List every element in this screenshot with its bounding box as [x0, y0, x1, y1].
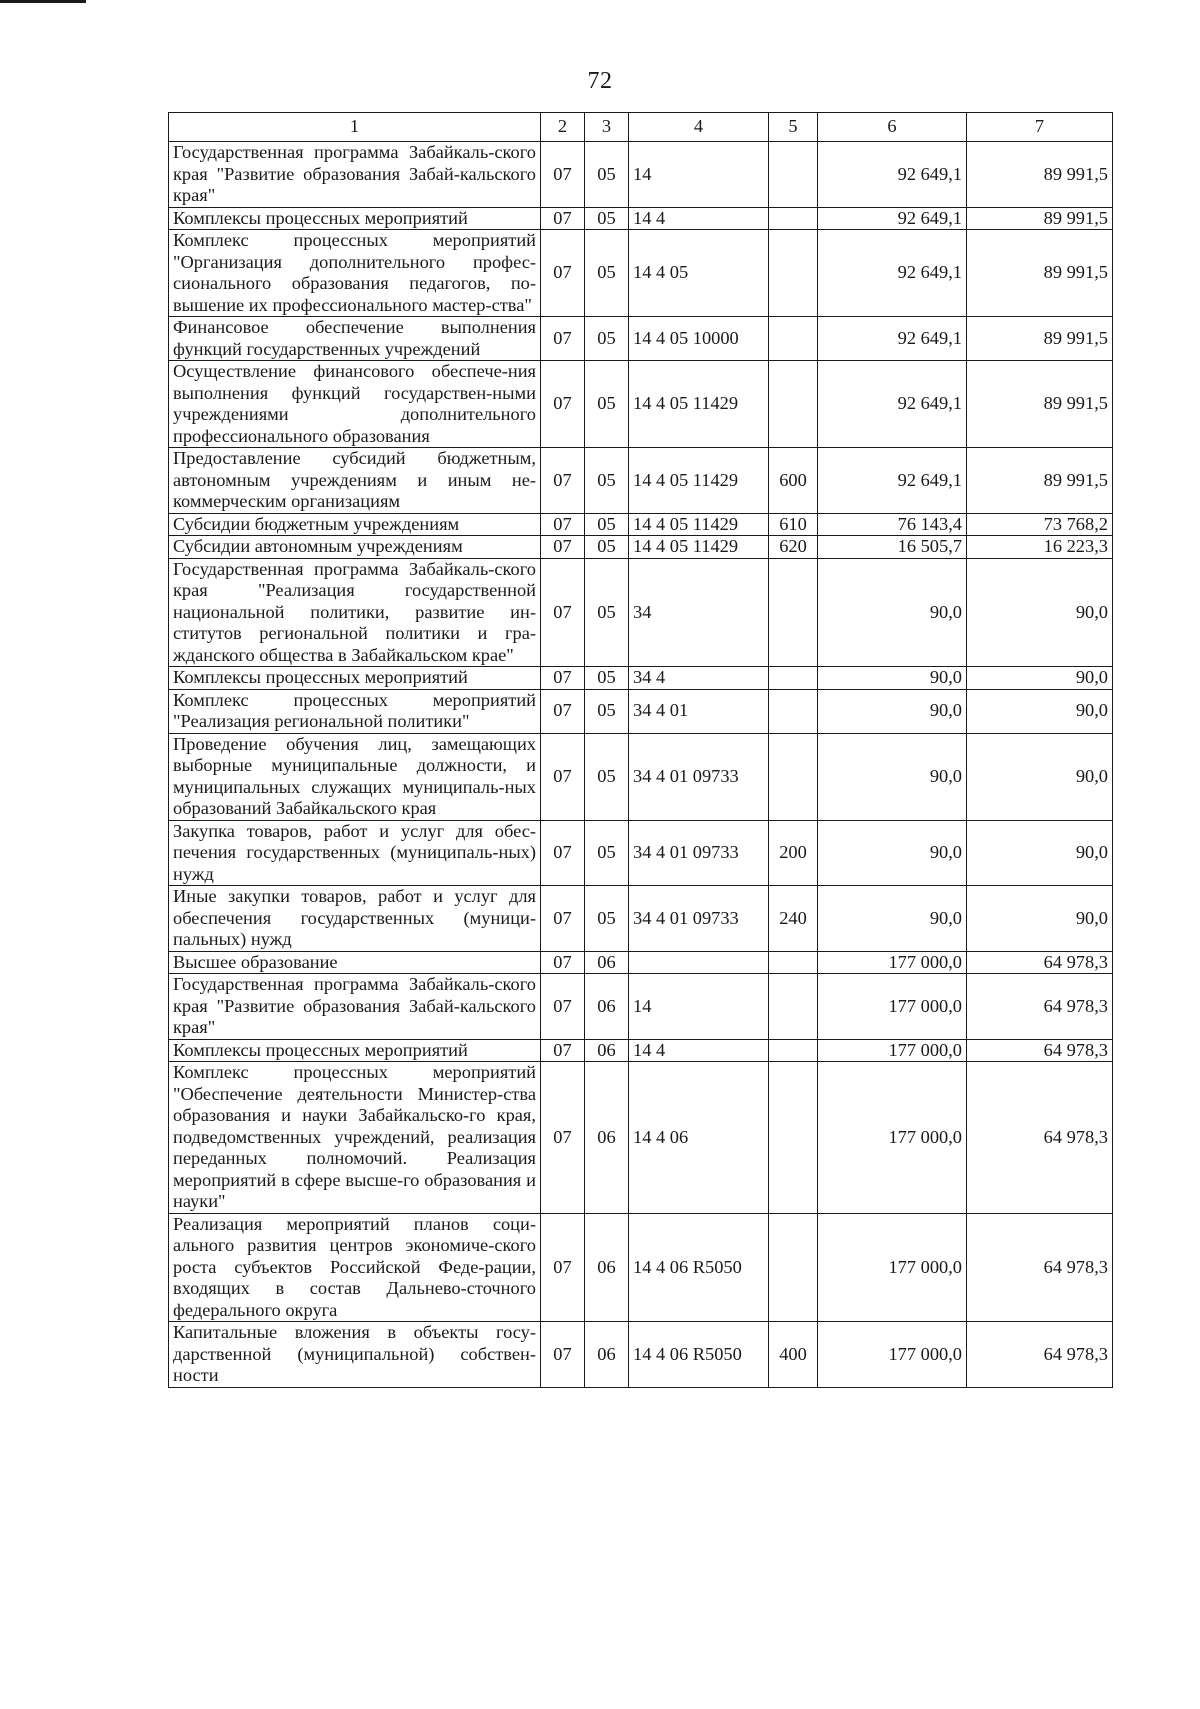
row-expense-type-code [769, 207, 818, 230]
row-name: Субсидии автономным учреждениям [169, 536, 541, 559]
row-amount-year-1: 76 143,4 [818, 513, 967, 536]
row-target-code: 14 4 [629, 1039, 769, 1062]
row-amount-year-2: 16 223,3 [967, 536, 1113, 559]
row-amount-year-1: 92 649,1 [818, 230, 967, 317]
row-target-code: 14 4 06 R5050 [629, 1213, 769, 1322]
row-subsection-code: 06 [585, 951, 629, 974]
row-expense-type-code [769, 974, 818, 1040]
table-row [169, 951, 1113, 974]
row-subsection-code: 05 [585, 886, 629, 952]
row-amount-year-2: 89 991,5 [967, 207, 1113, 230]
table-row [169, 1039, 1113, 1062]
row-amount-year-2: 89 991,5 [967, 317, 1113, 361]
table-row [169, 733, 1113, 820]
row-expense-type-code: 200 [769, 820, 818, 886]
row-expense-type-code [769, 667, 818, 690]
header-col-3: 3 [585, 113, 629, 142]
row-subsection-code: 05 [585, 448, 629, 514]
row-amount-year-1: 92 649,1 [818, 361, 967, 448]
row-amount-year-1: 177 000,0 [818, 1213, 967, 1322]
row-expense-type-code [769, 361, 818, 448]
row-amount-year-1: 177 000,0 [818, 974, 967, 1040]
row-target-code: 14 [629, 974, 769, 1040]
row-name: Государственная программа Забайкаль-ского края "Развитие образования Забай-кальского края" [169, 974, 541, 1040]
row-amount-year-2: 90,0 [967, 820, 1113, 886]
row-section-code: 07 [541, 951, 585, 974]
row-expense-type-code [769, 317, 818, 361]
row-subsection-code: 06 [585, 1322, 629, 1388]
row-target-code: 14 4 06 [629, 1062, 769, 1214]
table-row [169, 820, 1113, 886]
row-amount-year-2: 90,0 [967, 689, 1113, 733]
row-target-code: 34 4 01 09733 [629, 820, 769, 886]
row-amount-year-2: 73 768,2 [967, 513, 1113, 536]
row-section-code: 07 [541, 558, 585, 667]
row-amount-year-1: 92 649,1 [818, 142, 967, 208]
table-row [169, 207, 1113, 230]
row-amount-year-2: 64 978,3 [967, 1039, 1113, 1062]
header-row [169, 113, 1113, 142]
row-expense-type-code [769, 733, 818, 820]
row-target-code: 14 4 05 [629, 230, 769, 317]
row-amount-year-2: 64 978,3 [967, 1322, 1113, 1388]
row-subsection-code: 05 [585, 689, 629, 733]
table-row [169, 513, 1113, 536]
table-body [169, 142, 1113, 1388]
row-name: Субсидии бюджетным учреждениям [169, 513, 541, 536]
row-amount-year-2: 89 991,5 [967, 230, 1113, 317]
table-row [169, 536, 1113, 559]
row-name: Государственная программа Забайкаль-ского края "Развитие образования Забай-кальского края" [169, 142, 541, 208]
page-number: 72 [587, 68, 613, 94]
row-amount-year-2: 64 978,3 [967, 1062, 1113, 1214]
row-subsection-code: 05 [585, 317, 629, 361]
row-section-code: 07 [541, 317, 585, 361]
row-amount-year-2: 64 978,3 [967, 974, 1113, 1040]
row-subsection-code: 05 [585, 361, 629, 448]
table-row [169, 886, 1113, 952]
row-name: Проведение обучения лиц, замещающих выборные муниципальные должности, и муниципальных служащих муниципаль-ных образований Забайкальского края [169, 733, 541, 820]
row-expense-type-code: 240 [769, 886, 818, 952]
row-amount-year-2: 90,0 [967, 733, 1113, 820]
row-subsection-code: 06 [585, 974, 629, 1040]
row-expense-type-code [769, 951, 818, 974]
header-col-4: 4 [629, 113, 769, 142]
row-target-code: 34 [629, 558, 769, 667]
row-section-code: 07 [541, 142, 585, 208]
row-name: Комплекс процессных мероприятий "Реализация региональной политики" [169, 689, 541, 733]
header-col-2: 2 [541, 113, 585, 142]
row-amount-year-1: 90,0 [818, 667, 967, 690]
table-row [169, 1062, 1113, 1214]
table-row [169, 1322, 1113, 1388]
row-section-code: 07 [541, 1062, 585, 1214]
table-row [169, 1213, 1113, 1322]
row-subsection-code: 05 [585, 142, 629, 208]
row-section-code: 07 [541, 207, 585, 230]
row-amount-year-2: 89 991,5 [967, 361, 1113, 448]
table-row [169, 317, 1113, 361]
row-name: Высшее образование [169, 951, 541, 974]
row-section-code: 07 [541, 733, 585, 820]
row-amount-year-2: 90,0 [967, 558, 1113, 667]
row-amount-year-1: 92 649,1 [818, 207, 967, 230]
row-amount-year-1: 92 649,1 [818, 317, 967, 361]
row-expense-type-code [769, 689, 818, 733]
table-row [169, 974, 1113, 1040]
row-name: Комплексы процессных мероприятий [169, 667, 541, 690]
row-section-code: 07 [541, 1039, 585, 1062]
row-section-code: 07 [541, 974, 585, 1040]
row-amount-year-1: 92 649,1 [818, 448, 967, 514]
header-col-6: 6 [818, 113, 967, 142]
row-expense-type-code [769, 1039, 818, 1062]
row-target-code: 14 4 05 11429 [629, 536, 769, 559]
table-row [169, 667, 1113, 690]
row-amount-year-1: 177 000,0 [818, 1039, 967, 1062]
row-amount-year-1: 177 000,0 [818, 951, 967, 974]
row-amount-year-1: 90,0 [818, 558, 967, 667]
row-section-code: 07 [541, 820, 585, 886]
row-subsection-code: 05 [585, 733, 629, 820]
row-name: Комплексы процессных мероприятий [169, 207, 541, 230]
row-amount-year-2: 90,0 [967, 886, 1113, 952]
row-target-code: 14 4 05 11429 [629, 513, 769, 536]
row-target-code: 34 4 [629, 667, 769, 690]
row-amount-year-1: 16 505,7 [818, 536, 967, 559]
table-row [169, 558, 1113, 667]
row-subsection-code: 05 [585, 558, 629, 667]
table-row [169, 448, 1113, 514]
row-section-code: 07 [541, 667, 585, 690]
budget-table [168, 112, 1113, 1388]
row-subsection-code: 05 [585, 667, 629, 690]
row-target-code: 14 4 05 11429 [629, 448, 769, 514]
table-row [169, 230, 1113, 317]
row-expense-type-code: 600 [769, 448, 818, 514]
row-name: Комплекс процессных мероприятий "Обеспечение деятельности Министер-ства образования и науки Забайкальско-го края, подведомственных учреждений, реализация переданных полномочий. Реализация мероприятий в сфере высше-го образования и науки" [169, 1062, 541, 1214]
row-expense-type-code [769, 1213, 818, 1322]
row-subsection-code: 05 [585, 513, 629, 536]
row-amount-year-1: 90,0 [818, 689, 967, 733]
row-subsection-code: 06 [585, 1213, 629, 1322]
row-amount-year-2: 89 991,5 [967, 142, 1113, 208]
row-subsection-code: 05 [585, 207, 629, 230]
row-name: Комплекс процессных мероприятий "Организация дополнительного профес-сионального образования педагогов, по-вышение их профессионального мастер-ства" [169, 230, 541, 317]
row-expense-type-code [769, 1062, 818, 1214]
row-amount-year-1: 90,0 [818, 820, 967, 886]
row-expense-type-code: 400 [769, 1322, 818, 1388]
row-subsection-code: 06 [585, 1062, 629, 1214]
row-amount-year-2: 89 991,5 [967, 448, 1113, 514]
row-name: Государственная программа Забайкаль-ского края "Реализация государственной национальной политики, развитие ин-ститутов региональной политики и гра-жданского общества в Забайкальском крае" [169, 558, 541, 667]
header-col-1: 1 [169, 113, 541, 142]
row-subsection-code: 05 [585, 820, 629, 886]
row-amount-year-2: 64 978,3 [967, 1213, 1113, 1322]
row-target-code: 34 4 01 [629, 689, 769, 733]
row-amount-year-2: 90,0 [967, 667, 1113, 690]
row-section-code: 07 [541, 1322, 585, 1388]
row-expense-type-code [769, 142, 818, 208]
row-section-code: 07 [541, 230, 585, 317]
row-expense-type-code [769, 230, 818, 317]
row-subsection-code: 05 [585, 536, 629, 559]
row-amount-year-2: 64 978,3 [967, 951, 1113, 974]
row-expense-type-code: 610 [769, 513, 818, 536]
row-target-code: 14 4 05 10000 [629, 317, 769, 361]
row-section-code: 07 [541, 1213, 585, 1322]
row-section-code: 07 [541, 361, 585, 448]
row-name: Закупка товаров, работ и услуг для обес-печения государственных (муниципаль-ных) нужд [169, 820, 541, 886]
header-col-7: 7 [967, 113, 1113, 142]
header-col-5: 5 [769, 113, 818, 142]
row-name: Комплексы процессных мероприятий [169, 1039, 541, 1062]
row-section-code: 07 [541, 513, 585, 536]
row-expense-type-code: 620 [769, 536, 818, 559]
table-row [169, 361, 1113, 448]
row-name: Реализация мероприятий планов соци-ального развития центров экономиче-ского роста субъектов Российской Феде-рации, входящих в состав Дальнево-сточного федерального округа [169, 1213, 541, 1322]
row-target-code: 14 4 [629, 207, 769, 230]
row-target-code [629, 951, 769, 974]
row-name: Осуществление финансового обеспече-ния выполнения функций государствен-ными учреждениями дополнительного профессионального образования [169, 361, 541, 448]
row-section-code: 07 [541, 448, 585, 514]
row-amount-year-1: 177 000,0 [818, 1062, 967, 1214]
row-target-code: 14 [629, 142, 769, 208]
row-target-code: 34 4 01 09733 [629, 886, 769, 952]
row-target-code: 14 4 05 11429 [629, 361, 769, 448]
row-name: Иные закупки товаров, работ и услуг для обеспечения государственных (муници-пальных) нужд [169, 886, 541, 952]
row-name: Финансовое обеспечение выполнения функций государственных учреждений [169, 317, 541, 361]
row-section-code: 07 [541, 886, 585, 952]
scan-corner-mark [0, 0, 86, 3]
row-name: Предоставление субсидий бюджетным, автономным учреждениям и иным не-коммерческим организациям [169, 448, 541, 514]
row-section-code: 07 [541, 689, 585, 733]
table-row [169, 689, 1113, 733]
row-section-code: 07 [541, 536, 585, 559]
row-subsection-code: 06 [585, 1039, 629, 1062]
table-row [169, 142, 1113, 208]
row-subsection-code: 05 [585, 230, 629, 317]
row-amount-year-1: 90,0 [818, 886, 967, 952]
row-expense-type-code [769, 558, 818, 667]
row-target-code: 34 4 01 09733 [629, 733, 769, 820]
row-amount-year-1: 90,0 [818, 733, 967, 820]
row-target-code: 14 4 06 R5050 [629, 1322, 769, 1388]
row-amount-year-1: 177 000,0 [818, 1322, 967, 1388]
row-name: Капитальные вложения в объекты госу-дарственной (муниципальной) собствен-ности [169, 1322, 541, 1388]
